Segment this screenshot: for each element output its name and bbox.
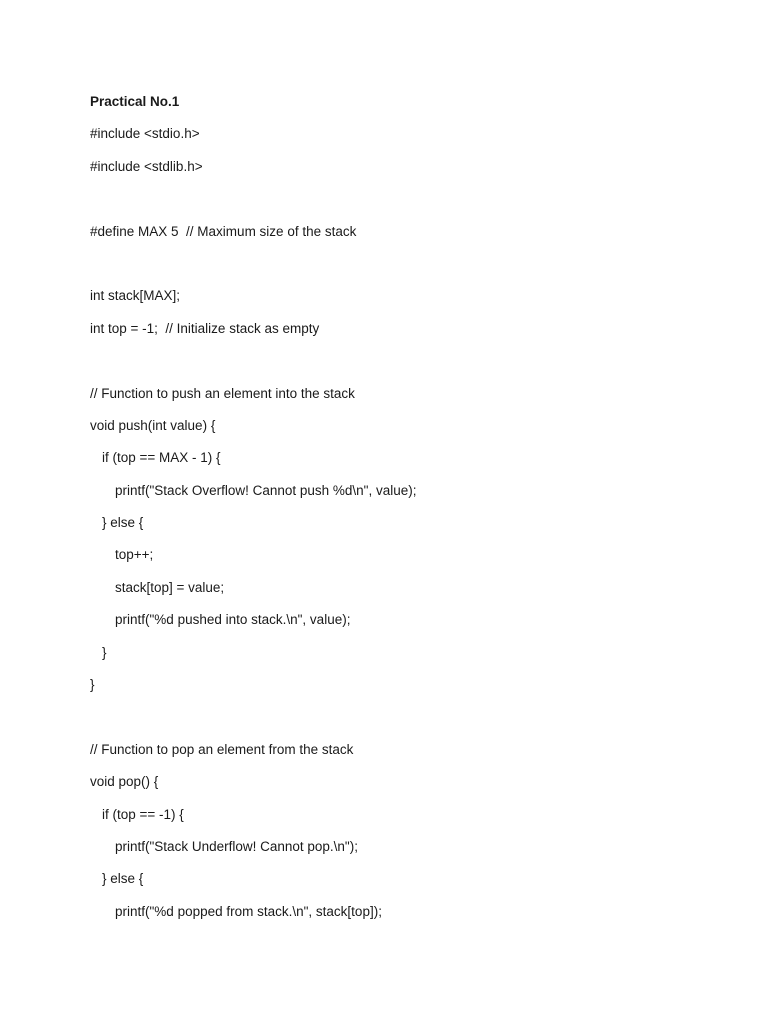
- code-line: if (top == -1) {: [102, 806, 184, 822]
- code-line: }: [102, 644, 107, 660]
- code-line: int stack[MAX];: [90, 288, 181, 304]
- code-line: // Function to pop an element from the stack: [90, 741, 354, 757]
- code-line: // Function to push an element into the stack: [90, 385, 355, 401]
- blank-line: [90, 707, 730, 739]
- code-line: } else {: [102, 871, 144, 887]
- code-line: } else {: [102, 515, 144, 531]
- code-line: printf("Stack Overflow! Cannot push %d\n", value);: [115, 482, 417, 498]
- code-line: #include <stdio.h>: [90, 126, 200, 142]
- document-title: Practical No.1: [90, 94, 180, 109]
- code-line: void pop() {: [90, 774, 159, 790]
- blank-line: [90, 351, 730, 383]
- code-block: [90, 124, 730, 934]
- blank-line: [90, 254, 730, 286]
- code-line: printf("%d popped from stack.\n", stack[top]);: [115, 903, 382, 919]
- document-content: [90, 92, 730, 934]
- code-line: #include <stdlib.h>: [90, 158, 203, 174]
- code-line: stack[top] = value;: [115, 579, 225, 595]
- code-line: }: [90, 677, 95, 693]
- blank-line: [90, 189, 730, 221]
- code-line: if (top == MAX - 1) {: [102, 450, 221, 466]
- code-line: void push(int value) {: [90, 417, 216, 433]
- code-line: int top = -1; // Initialize stack as empty: [90, 320, 320, 336]
- code-line: top++;: [115, 547, 154, 563]
- code-line: #define MAX 5 // Maximum size of the stack: [90, 223, 357, 239]
- code-line: printf("%d pushed into stack.\n", value);: [115, 612, 351, 628]
- code-line: printf("Stack Underflow! Cannot pop.\n");: [115, 838, 358, 854]
